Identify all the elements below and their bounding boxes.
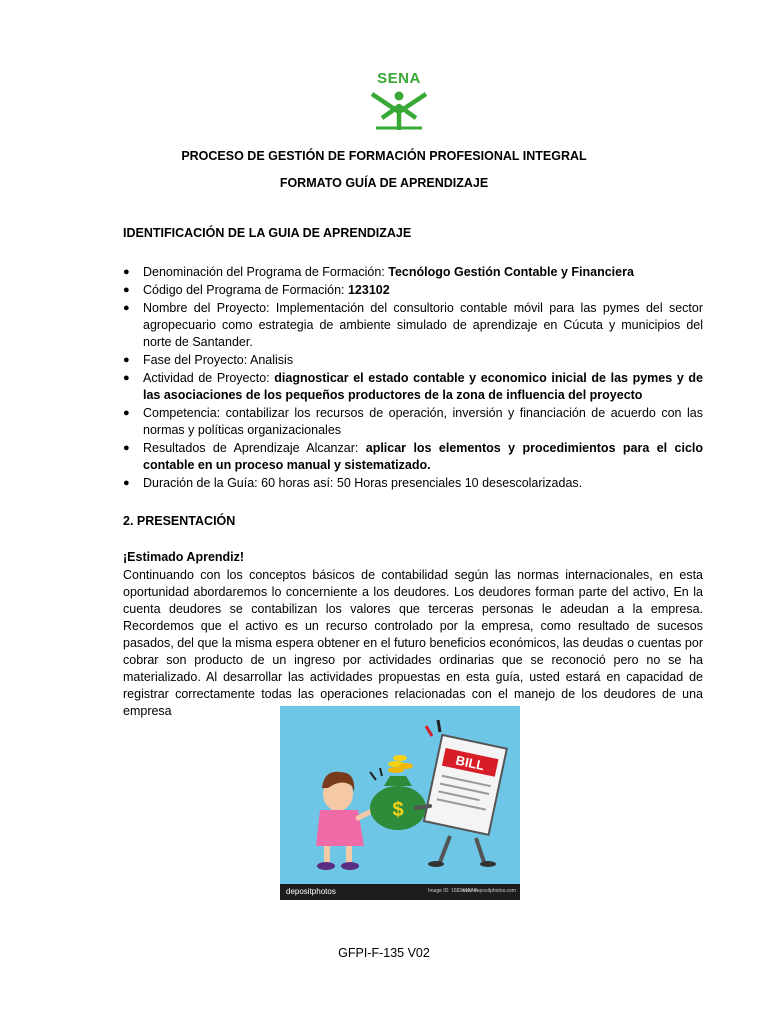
dollar-sign: $	[392, 799, 404, 821]
list-item: ● Denominación del Programa de Formación: Tecnólogo Gestión Contable y Financiera	[123, 265, 634, 279]
list-item: ● Nombre del Proyecto: Implementación del consultorio contable móvil para las pymes del sector agropecuario como estrategia de ambiente simulado de aprendizaje en Cúcuta y municipios del norte de Santander.	[123, 301, 703, 349]
footer-code: GFPI-F-135 V02	[338, 946, 430, 960]
bullet-icon: ●	[123, 477, 130, 489]
list-item: ● Resultados de Aprendizaje Alcanzar: aplicar los elementos y procedimientos para el ciclo contable en un proceso manual y sistematizado.	[123, 441, 704, 472]
list-item: ● Código del Programa de Formación: 123102	[123, 283, 390, 297]
bullet-icon: ●	[123, 266, 130, 278]
bullet-icon: ●	[123, 372, 130, 384]
sena-logo	[366, 72, 432, 132]
debt-illustration	[280, 706, 520, 900]
illustration-drawing	[280, 706, 520, 884]
greeting: ¡Estimado Aprendiz!	[123, 550, 245, 564]
watermark-id: Image ID: 168241574	[428, 888, 477, 894]
bullet-icon: ●	[123, 407, 130, 419]
list-item: ● Competencia: contabilizar los recursos de operación, inversión y financiación de acuerdo con las normas y políticas organizacionales	[123, 406, 703, 437]
bullet-icon: ●	[123, 284, 130, 296]
list-item: ● Duración de la Guía: 60 horas así: 50 Horas presenciales 10 desescolarizadas.	[123, 476, 583, 490]
watermark-logo: depositphotos	[286, 887, 336, 896]
bullet-icon: ●	[123, 354, 130, 366]
bill-label: BILL	[454, 752, 486, 774]
watermark-url: www.depositphotos.com	[462, 888, 516, 894]
section-presentation-heading: 2. PRESENTACIÓN	[123, 514, 236, 528]
bullet-icon: ●	[123, 302, 130, 314]
presentation-paragraph: Continuando con los conceptos básicos de contabilidad según las normas internacionales, en esta oportunidad abordaremos lo concerniente a los deudores. Los deudores forman parte del activo, En la cuenta deudores se contabilizan los valores que terceras personas le adeudan a la empresa. Recordemos que el activo es un recurso controlado por la empresa, como resultado de sucesos pasados, del que la misma espera obtener en el futuro beneficios económicos, las deudas o cuentas por cobrar son producto de un ingreso por actividades ordinarias que se reconoció pero no se ha materializado. Al desarrollar las actividades propuestas en esta guía, usted estará en capacidad de registrar correctamente todas las operaciones relacionadas con el manejo de los deudores de una empresa	[123, 568, 703, 718]
girl-dress	[316, 810, 364, 846]
bullet-icon: ●	[123, 442, 130, 454]
section-identification-heading: IDENTIFICACIÓN DE LA GUIA DE APRENDIZAJE	[123, 226, 412, 240]
list-item: ● Actividad de Proyecto: diagnosticar el estado contable y economico inicial de las pymes y de las asociaciones de los pequeños productores de la zona de influencia del proyecto	[123, 371, 703, 402]
bill-paper	[424, 735, 507, 835]
format-title: FORMATO GUÍA DE APRENDIZAJE	[279, 176, 489, 190]
sena-logo-text: SENA	[377, 70, 421, 87]
list-item: ● Fase del Proyecto: Analisis	[123, 353, 294, 367]
process-title: PROCESO DE GESTIÓN DE FORMACIÓN PROFESIONAL INTEGRAL	[181, 149, 587, 163]
identification-list	[123, 264, 703, 493]
watermark-bar	[280, 884, 520, 900]
